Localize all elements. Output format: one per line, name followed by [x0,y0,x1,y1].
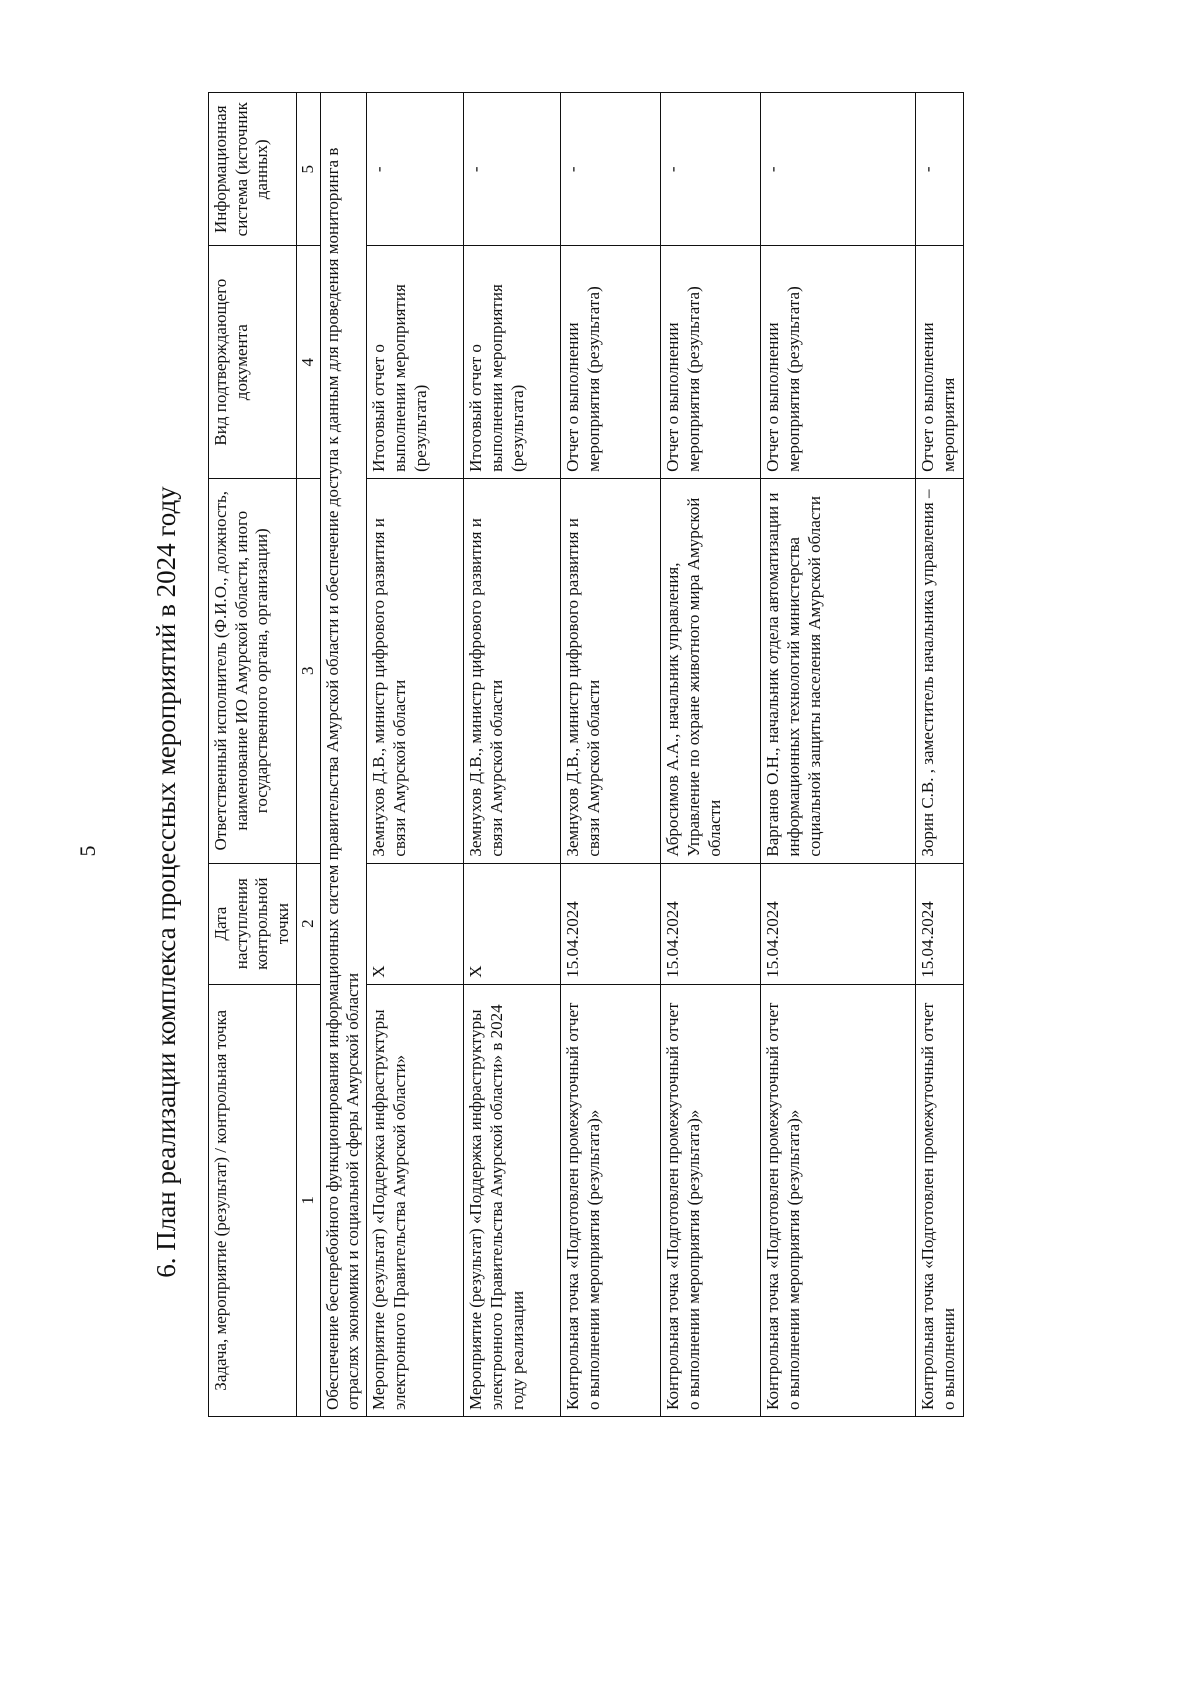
cell-source: - [661,93,761,247]
cell-executor: Земнухов Д.В., министр цифрового развития и связи Амурской области [561,478,661,863]
cell-document: Итоговый отчет о выполнении мероприятия (результата) [464,246,561,478]
cell-date: Х [464,863,561,984]
plan-table [208,92,964,1417]
cell-item: Контрольная точка «Подготовлен промежуточный отчет о выполнении мероприятия (результата)» [561,984,661,1416]
page-title: 6. План реализации комплекса процессных мероприятий в 2024 году [151,486,181,1278]
column-number: 3 [296,478,320,863]
cell-source: - [464,93,561,247]
cell-item: Мероприятие (результат) «Поддержка инфраструктуры электронного Правительства Амурской области» [367,984,464,1416]
column-number: 4 [296,246,320,478]
column-number: 1 [296,984,320,1416]
table-row [916,93,964,1417]
cell-executor: Абросимов А.А., начальник управления, Управление по охране животного мира Амурской области [661,478,761,863]
cell-source: - [367,93,464,247]
cell-executor: Земнухов Д.В., министр цифрового развития и связи Амурской области [464,478,561,863]
cell-source: - [561,93,661,247]
column-number-row [296,93,320,1417]
table-header-row [209,93,297,1417]
cell-item: Контрольная точка «Подготовлен промежуточный отчет о выполнении мероприятия (результата)» [661,984,761,1416]
column-number: 5 [296,93,320,247]
header-date: Дата наступления контрольной точки [209,863,297,984]
cell-document: Отчет о выполнении мероприятия [916,246,964,478]
cell-source: - [761,93,916,247]
header-document: Вид подтверждающего документа [209,246,297,478]
header-task: Задача, мероприятие (результат) / контрольная точка [209,984,297,1416]
table-row [367,93,464,1417]
cell-date: 15.04.2024 [916,863,964,984]
header-executor: Ответственный исполнитель (Ф.И.О., должность, наименование ИО Амурской области, иного государственного органа, организации) [209,478,297,863]
header-source: Информационная система (источник данных) [209,93,297,247]
cell-item: Контрольная точка «Подготовлен промежуточный отчет о выполнении [916,984,964,1416]
column-number: 2 [296,863,320,984]
cell-document: Отчет о выполнении мероприятия (результата) [761,246,916,478]
cell-date: 15.04.2024 [761,863,916,984]
cell-executor: Зорин С.В. , заместитель начальника управления – [916,478,964,863]
table-row [561,93,661,1417]
cell-source: - [916,93,964,247]
cell-document: Итоговый отчет о выполнении мероприятия (результата) [367,246,464,478]
table-row [761,93,916,1417]
cell-document: Отчет о выполнении мероприятия (результата) [561,246,661,478]
cell-executor: Варганов О.Н., начальник отдела автоматизации и информационных технологий министерства социальной защиты населения Амурской области [761,478,916,863]
cell-document: Отчет о выполнении мероприятия (результата) [661,246,761,478]
cell-date: Х [367,863,464,984]
table-row [464,93,561,1417]
cell-date: 15.04.2024 [661,863,761,984]
cell-item: Контрольная точка «Подготовлен промежуточный отчет о выполнении мероприятия (результата)» [761,984,916,1416]
rotated-page-content [0,2,1200,1702]
cell-date: 15.04.2024 [561,863,661,984]
cell-executor: Земнухов Д.В., министр цифрового развития и связи Амурской области [367,478,464,863]
cell-item: Мероприятие (результат) «Поддержка инфраструктуры электронного Правительства Амурской области» в 2024 году реализации [464,984,561,1416]
task-description: Обеспечение бесперебойного функционирования информационных систем правительства Амурской области и обеспечение доступа к данным для проведения мониторинга в отраслях экономики и социальной сферы Амурской области [320,93,366,1417]
table-row [661,93,761,1417]
task-row [320,93,366,1417]
page-number: 5 [75,845,100,857]
